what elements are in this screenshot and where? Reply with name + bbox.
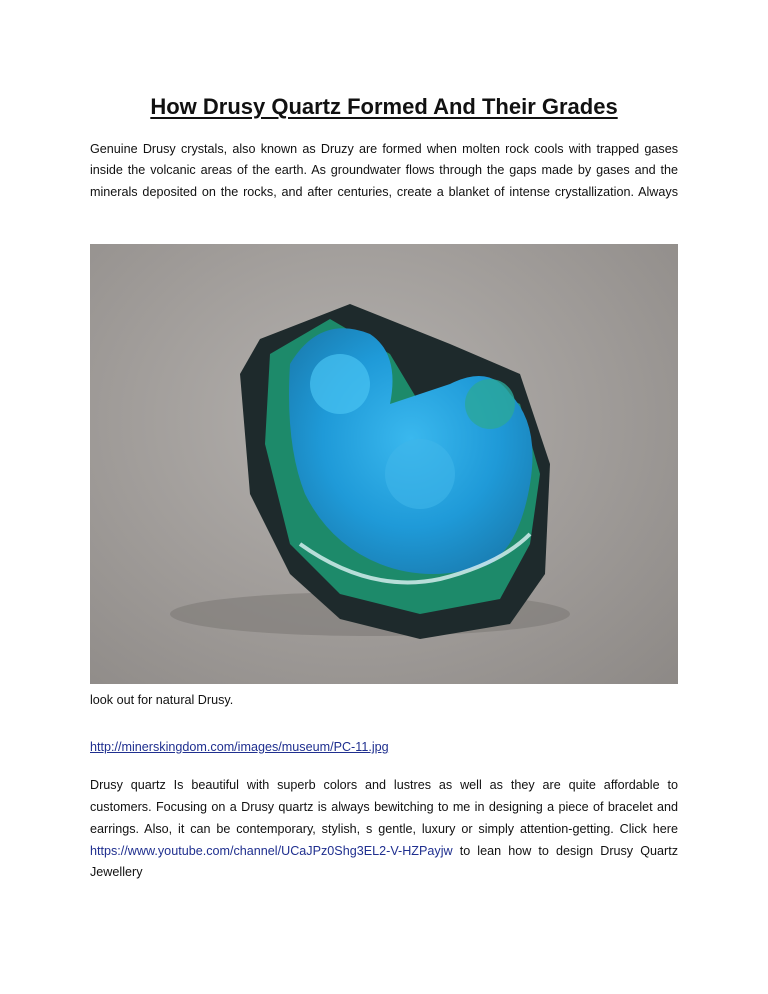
paragraph-line: earrings. Also, it can be contemporary, stylish, s gentle, luxury or simply attention-getting. Click here — [90, 822, 678, 836]
paragraph-line: customers. Focusing on a Drusy quartz is always bewitching to me in designing a piece of bracelet and — [90, 800, 678, 814]
image-caption: look out for natural Drusy. — [90, 693, 234, 707]
image-link-line — [90, 739, 678, 755]
mineral-photo — [90, 244, 678, 684]
drusy-quartz-image — [90, 244, 678, 684]
paragraph-line — [90, 843, 678, 859]
link-trailing-text: to lean how to design Drusy Quartz — [452, 844, 678, 858]
page-title — [0, 94, 768, 120]
image-source-link[interactable]: http://minerskingdom.com/images/museum/PC-11.jpg — [90, 740, 389, 754]
paragraph-line: Jewellery — [90, 865, 143, 879]
title-text: How Drusy Quartz Formed And Their Grades — [150, 94, 618, 119]
paragraph-line: Drusy quartz Is beautiful with superb colors and lustres as well as they are quite affordable to — [90, 778, 678, 792]
paragraph-line: Genuine Drusy crystals, also known as Druzy are formed when molten rock cools with trapped gases — [90, 142, 678, 156]
paragraph-line: minerals deposited on the rocks, and after centuries, create a blanket of intense crystallization. Always — [90, 185, 678, 199]
youtube-channel-link[interactable]: https://www.youtube.com/channel/UCaJPz0Shg3EL2-V-HZPayjw — [90, 844, 453, 858]
paragraph-line: inside the volcanic areas of the earth. As groundwater flows through the gaps made by gases and the — [90, 163, 678, 177]
